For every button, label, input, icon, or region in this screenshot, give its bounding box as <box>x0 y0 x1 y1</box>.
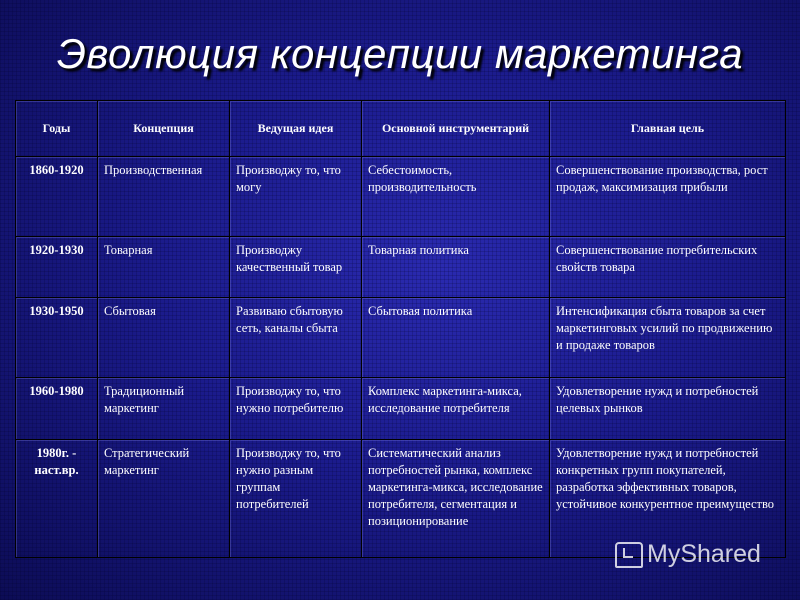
table-row <box>16 298 786 378</box>
header-leading-idea: Ведущая идея <box>230 101 362 157</box>
cell-concept: Стратегический маркетинг <box>98 440 230 558</box>
cell-leading-idea: Производжу то, что могу <box>230 157 362 237</box>
cell-leading-idea: Производжу качественный товар <box>230 237 362 298</box>
cell-concept: Сбытовая <box>98 298 230 378</box>
cell-tools: Комплекс маркетинга-микса, исследование потребителя <box>362 378 550 440</box>
table-header-row <box>16 101 786 157</box>
header-main-goal: Главная цель <box>550 101 786 157</box>
myshared-logo-icon <box>615 542 643 568</box>
cell-tools: Товарная политика <box>362 237 550 298</box>
watermark <box>615 540 761 569</box>
cell-concept: Товарная <box>98 237 230 298</box>
header-tools: Основной инструментарий <box>362 101 550 157</box>
cell-years: 1960-1980 <box>16 378 98 440</box>
cell-main-goal: Совершенствование производства, рост продаж, максимизация прибыли <box>550 157 786 237</box>
cell-tools: Систематический анализ потребностей рынка, комплекс маркетинга-микса, исследование потребителя, сегментация и позиционирование <box>362 440 550 558</box>
cell-main-goal: Совершенствование потребительских свойств товара <box>550 237 786 298</box>
header-years: Годы <box>16 101 98 157</box>
cell-years: 1980г. - наст.вр. <box>16 440 98 558</box>
watermark-text: MyShared <box>647 540 761 568</box>
cell-concept: Производственная <box>98 157 230 237</box>
cell-tools: Сбытовая политика <box>362 298 550 378</box>
slide-title: Эволюция концепции маркетинга <box>56 30 744 77</box>
table-row <box>16 237 786 298</box>
header-concept: Концепция <box>98 101 230 157</box>
cell-leading-idea: Производжу то, что нужно потребителю <box>230 378 362 440</box>
cell-years: 1860-1920 <box>16 157 98 237</box>
cell-leading-idea: Производжу то, что нужно разным группам потребителей <box>230 440 362 558</box>
cell-main-goal: Интенсификация сбыта товаров за счет маркетинговых усилий по продвижению и продаже товаров <box>550 298 786 378</box>
cell-concept: Традиционный маркетинг <box>98 378 230 440</box>
cell-leading-idea: Развиваю сбытовую сеть, каналы сбыта <box>230 298 362 378</box>
marketing-evolution-table <box>15 100 786 558</box>
table-row <box>16 157 786 237</box>
cell-main-goal: Удовлетворение нужд и потребностей целевых рынков <box>550 378 786 440</box>
cell-main-goal: Удовлетворение нужд и потребностей конкретных групп покупателей, разработка эффективных товаров, устойчивое конкурентное преимущество <box>550 440 786 558</box>
cell-years: 1920-1930 <box>16 237 98 298</box>
cell-tools: Себестоимость, производительность <box>362 157 550 237</box>
cell-years: 1930-1950 <box>16 298 98 378</box>
table-row <box>16 378 786 440</box>
